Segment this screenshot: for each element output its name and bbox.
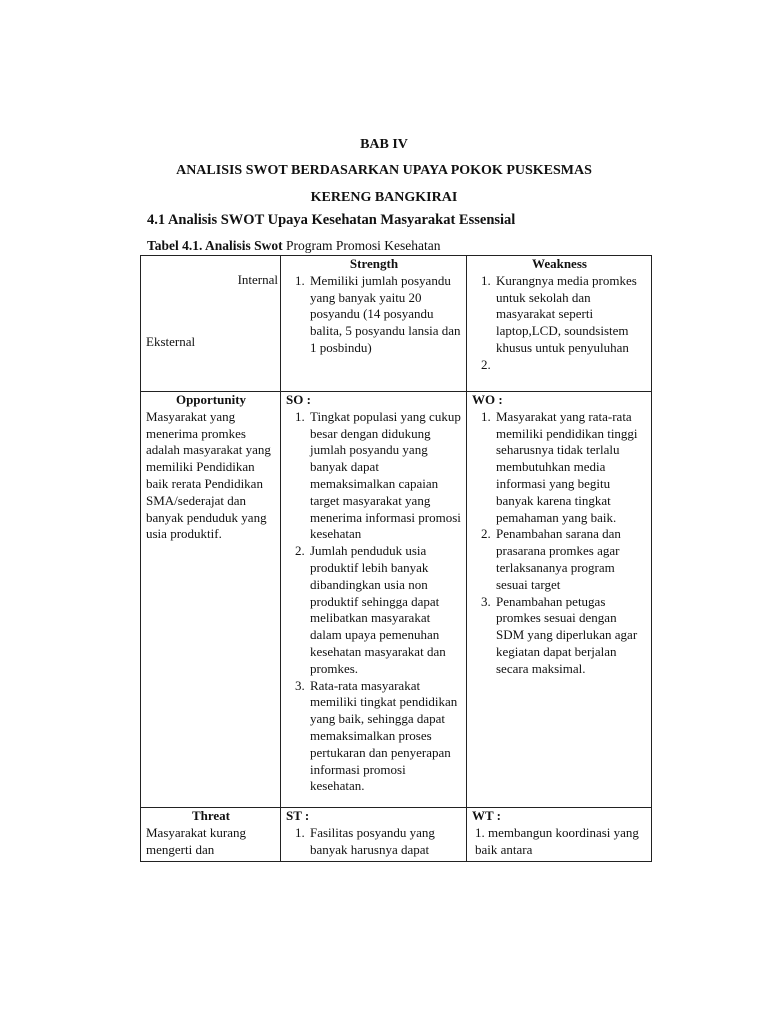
corner-cell [141,256,281,392]
list-item: 1. Masyarakat yang rata-rata memiliki pendidikan tinggi seharusnya tidak terlalu membutuhkan media informasi yang begitu banyak karena tingkat pemahaman yang baik. [494,409,647,527]
chapter-number: BAB IV [360,137,408,152]
list-item: 2. Jumlah penduduk usia produktif lebih banyak dibandingkan usia non produktif sehingga dapat melibatkan masyarakat dalam upaya pemenuhan kesehatan masyarakat dan promkes. [308,543,462,677]
table-row [141,256,652,392]
st-title: ST : [286,808,310,824]
wo-title: WO : [472,392,503,407]
wt-title: WT : [472,808,502,824]
wo-cell [467,392,652,808]
wo-list [472,409,647,678]
list-item: 3. Rata-rata masyarakat memiliki tingkat pendidikan yang baik, sehingga dapat memaksimalkan proses pertukaran dan penyerapan informasi promosi kesehatan. [308,678,462,796]
strength-title: Strength [349,256,399,271]
table-row [141,392,652,808]
opportunity-cell [141,392,281,808]
list-item: 1. Fasilitas posyandu yang banyak harusnya dapat [308,825,462,859]
weakness-title: Weakness [532,256,587,271]
list-item: 3. Penambahan petugas promkes sesuai dengan SDM yang diperlukan agar kegiatan dapat berjalan secara maksimal. [494,594,647,678]
st-list [286,825,462,859]
corner-eksternal-label: Eksternal [146,334,196,349]
strength-cell [281,256,467,392]
swot-table [140,255,652,862]
table-caption [147,238,441,254]
opportunity-title: Opportunity [175,392,247,407]
so-title: SO : [286,392,311,407]
so-cell [281,392,467,808]
threat-text: Masyarakat kurang mengerti dan [146,824,246,857]
chapter-subtitle: KERENG BANGKIRAI [310,190,458,205]
threat-cell [141,808,281,861]
weakness-list [472,273,647,374]
strength-list [286,273,462,357]
st-cell [281,808,467,861]
list-item: 1. Kurangnya media promkes untuk sekolah dan masyarakat seperti laptop,LCD, soundsistem khusus untuk penyuluhan [494,273,647,357]
list-item: 1. Memiliki jumlah posyandu yang banyak yaitu 20 posyandu (14 posyandu balita, 5 posyandu lansia dan 1 posbindu) [308,273,462,357]
section-heading: 4.1 Analisis SWOT Upaya Kesehatan Masyarakat Essensial [147,212,516,228]
threat-title: Threat [191,808,231,824]
table-caption-text: Program Promosi Kesehatan [282,238,441,253]
wt-cell [467,808,652,861]
table-caption-label: Tabel 4.1. Analisis Swot [147,238,283,253]
so-list [286,409,462,795]
list-item: 1. Tingkat populasi yang cukup besar dengan didukung jumlah posyandu yang banyak dapat memaksimalkan capaian target masyarakat yang menerima informasi promosi kesehatan [308,409,462,543]
wt-text: 1. membangun koordinasi yang baik antara [475,824,639,857]
list-item [494,357,647,374]
chapter-title: ANALISIS SWOT BERDASARKAN UPAYA POKOK PUSKESMAS [176,163,592,178]
table-row [141,808,652,861]
list-item: 2. Penambahan sarana dan prasarana promkes agar terlaksananya program sesuai target [494,526,647,593]
opportunity-text: Masyarakat yang menerima promkes adalah masyarakat yang memiliki Pendidikan baik rerata Pendidikan SMA/sederajat dan banyak penduduk yang usia produktif. [146,408,271,542]
weakness-cell [467,256,652,392]
corner-internal-label: Internal [237,272,278,287]
